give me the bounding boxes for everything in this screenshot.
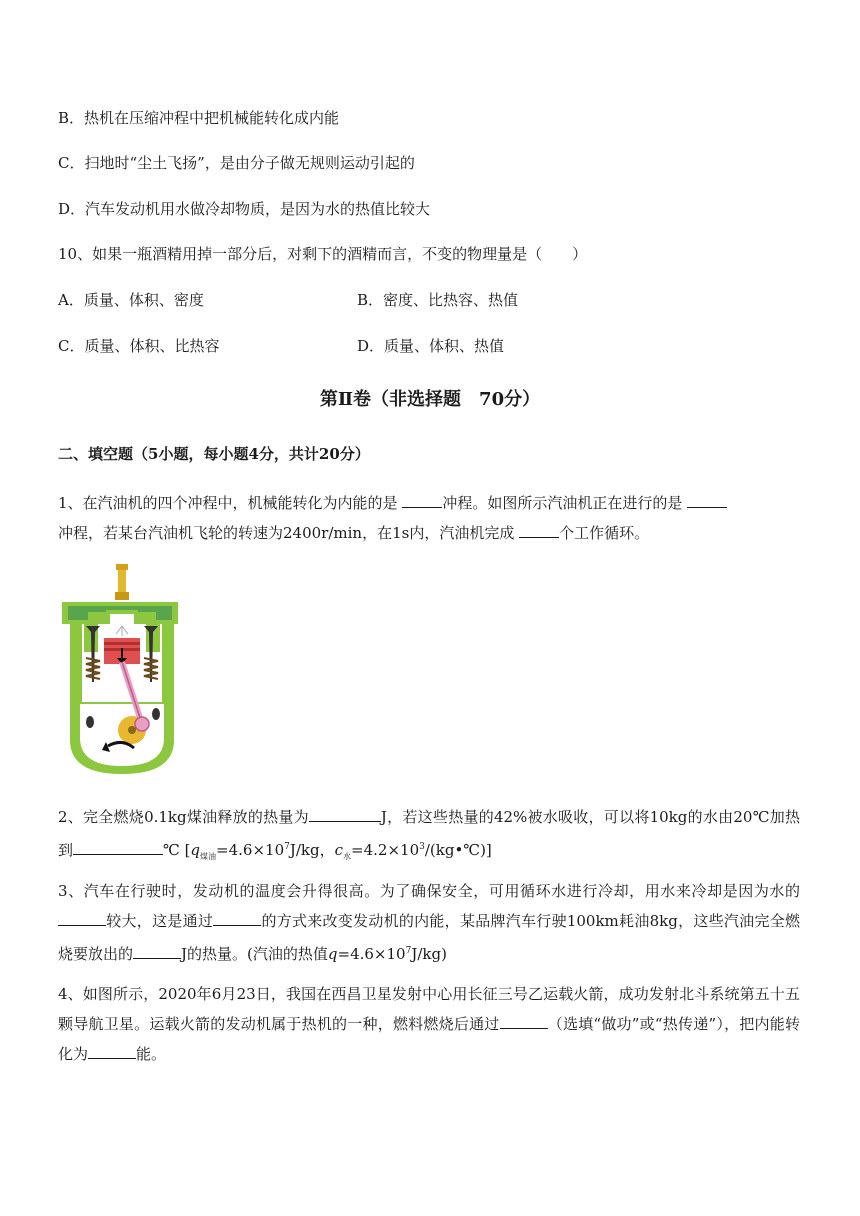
fill-q4-text-1: 4、如图所示，2020年6月23日，我国在西昌卫星发射中心用长征三号乙运载火箭，成功发射北斗系统第五十五颗导航卫星。运载火箭的发动机属于热机的一种，燃料燃烧后通过	[58, 985, 800, 1033]
q10-option-d: D．质量、体积、热值	[357, 337, 505, 355]
fill-q1-blank-3[interactable]	[519, 521, 559, 538]
fill-question-2	[58, 802, 800, 872]
fill-q3-exp: 7	[405, 946, 412, 956]
spark-plug-body-icon	[118, 570, 126, 594]
fill-q2-q-symbol: q	[190, 841, 201, 859]
fill-q3-text-1: 3、汽车在行驶时，发动机的温度会升得很高。为了确保安全，可用循环水进行冷却，用水来冷却是因为水的	[58, 882, 800, 900]
fill-q3-q-symbol: q	[327, 945, 338, 963]
fill-q2-exp-2: 3	[419, 842, 425, 852]
fill-q1-text-2: 冲程。如图所示汽油机正在进行的是	[442, 494, 688, 512]
fill-q3-text-3: 的方式来改变发动机的内能，某品牌汽车行驶100km耗油8kg，这些汽油完全燃烧要放出的	[58, 912, 800, 963]
q9-option-d: D．汽车发动机用水做冷却物质，是因为水的热值比较大	[58, 200, 431, 218]
fill-q2-text-3: ℃ [	[163, 841, 191, 859]
q9-option-b: B．热机在压缩冲程中把机械能转化成内能	[58, 109, 340, 127]
fill-question-4	[58, 979, 800, 1069]
fill-q2-text-7: /(kg•℃)]	[424, 841, 492, 859]
q10-stem: 10、如果一瓶酒精用掉一部分后，对剩下的酒精而言，不变的物理量是（ ）	[58, 245, 588, 263]
gasoline-engine-cylinder-diagram	[60, 562, 180, 777]
fill-q1-blank-2[interactable]	[687, 491, 727, 508]
fill-q3-blank-1[interactable]	[58, 909, 106, 926]
fill-q3-text-4: J的热量。(汽油的热值	[181, 945, 328, 963]
fill-question-1	[58, 488, 800, 548]
fill-q3-text-6: J/kg)	[411, 945, 447, 963]
part-heading: 二、填空题（5小题，每小题4分，共计20分）	[58, 445, 370, 463]
q10-option-b: B．密度、比热容、热值	[357, 291, 519, 309]
section-title: 第Ⅱ卷（非选择题 70分）	[319, 389, 541, 410]
q10-option-a: A．质量、体积、密度	[58, 291, 204, 309]
q10-option-c: C．质量、体积、比热容	[58, 337, 220, 355]
fill-q2-q-subscript: 煤油	[200, 852, 217, 861]
fill-q3-text-5: =4.6×10	[337, 945, 406, 963]
fill-q4-blank-2[interactable]	[88, 1042, 136, 1059]
fill-q2-c-symbol: c	[334, 841, 344, 859]
fill-q1-text-4: 个工作循环。	[559, 524, 650, 542]
fill-q1-text-3: 冲程，若某台汽油机飞轮的转速为2400r/min，在1s内，汽油机完成	[58, 524, 520, 542]
fill-q3-blank-2[interactable]	[213, 909, 261, 926]
fill-q2-exp-1: 7	[284, 842, 290, 852]
fill-q2-blank-1[interactable]	[309, 805, 381, 822]
fill-q2-text-5: J/kg，	[289, 841, 335, 859]
q9-option-c: C．扫地时“尘土飞扬”，是由分子做无规则运动引起的	[58, 154, 415, 172]
fill-q2-text-6: =4.2×10	[351, 841, 420, 859]
fill-q3-blank-3[interactable]	[133, 942, 181, 959]
fill-q2-text-1: 2、完全燃烧0.1kg煤油释放的热量为	[58, 808, 309, 826]
fill-question-3	[58, 876, 800, 969]
fill-q4-text-2: （选填“做功”或“热传递”），把内能转化为	[58, 1015, 800, 1063]
fill-q2-text-4: =4.6×10	[216, 841, 285, 859]
spark-plug-top-icon	[116, 564, 128, 570]
fill-q4-text-3: 能。	[136, 1045, 167, 1063]
fill-q2-blank-2[interactable]	[73, 838, 163, 855]
fill-q1-text-1: 1、在汽油机的四个冲程中，机械能转化为内能的是	[58, 494, 403, 512]
fill-q3-text-2: 较大，这是通过	[106, 912, 214, 930]
fill-q1-blank-1[interactable]	[402, 491, 442, 508]
fill-q2-c-subscript: 水	[343, 852, 352, 861]
spark-icon	[116, 626, 128, 636]
fill-q4-blank-1[interactable]	[500, 1012, 548, 1029]
fill-q2-text-2: J，若这些热量的42%被水吸收，可以将10kg的水由20℃加热到	[58, 808, 800, 859]
